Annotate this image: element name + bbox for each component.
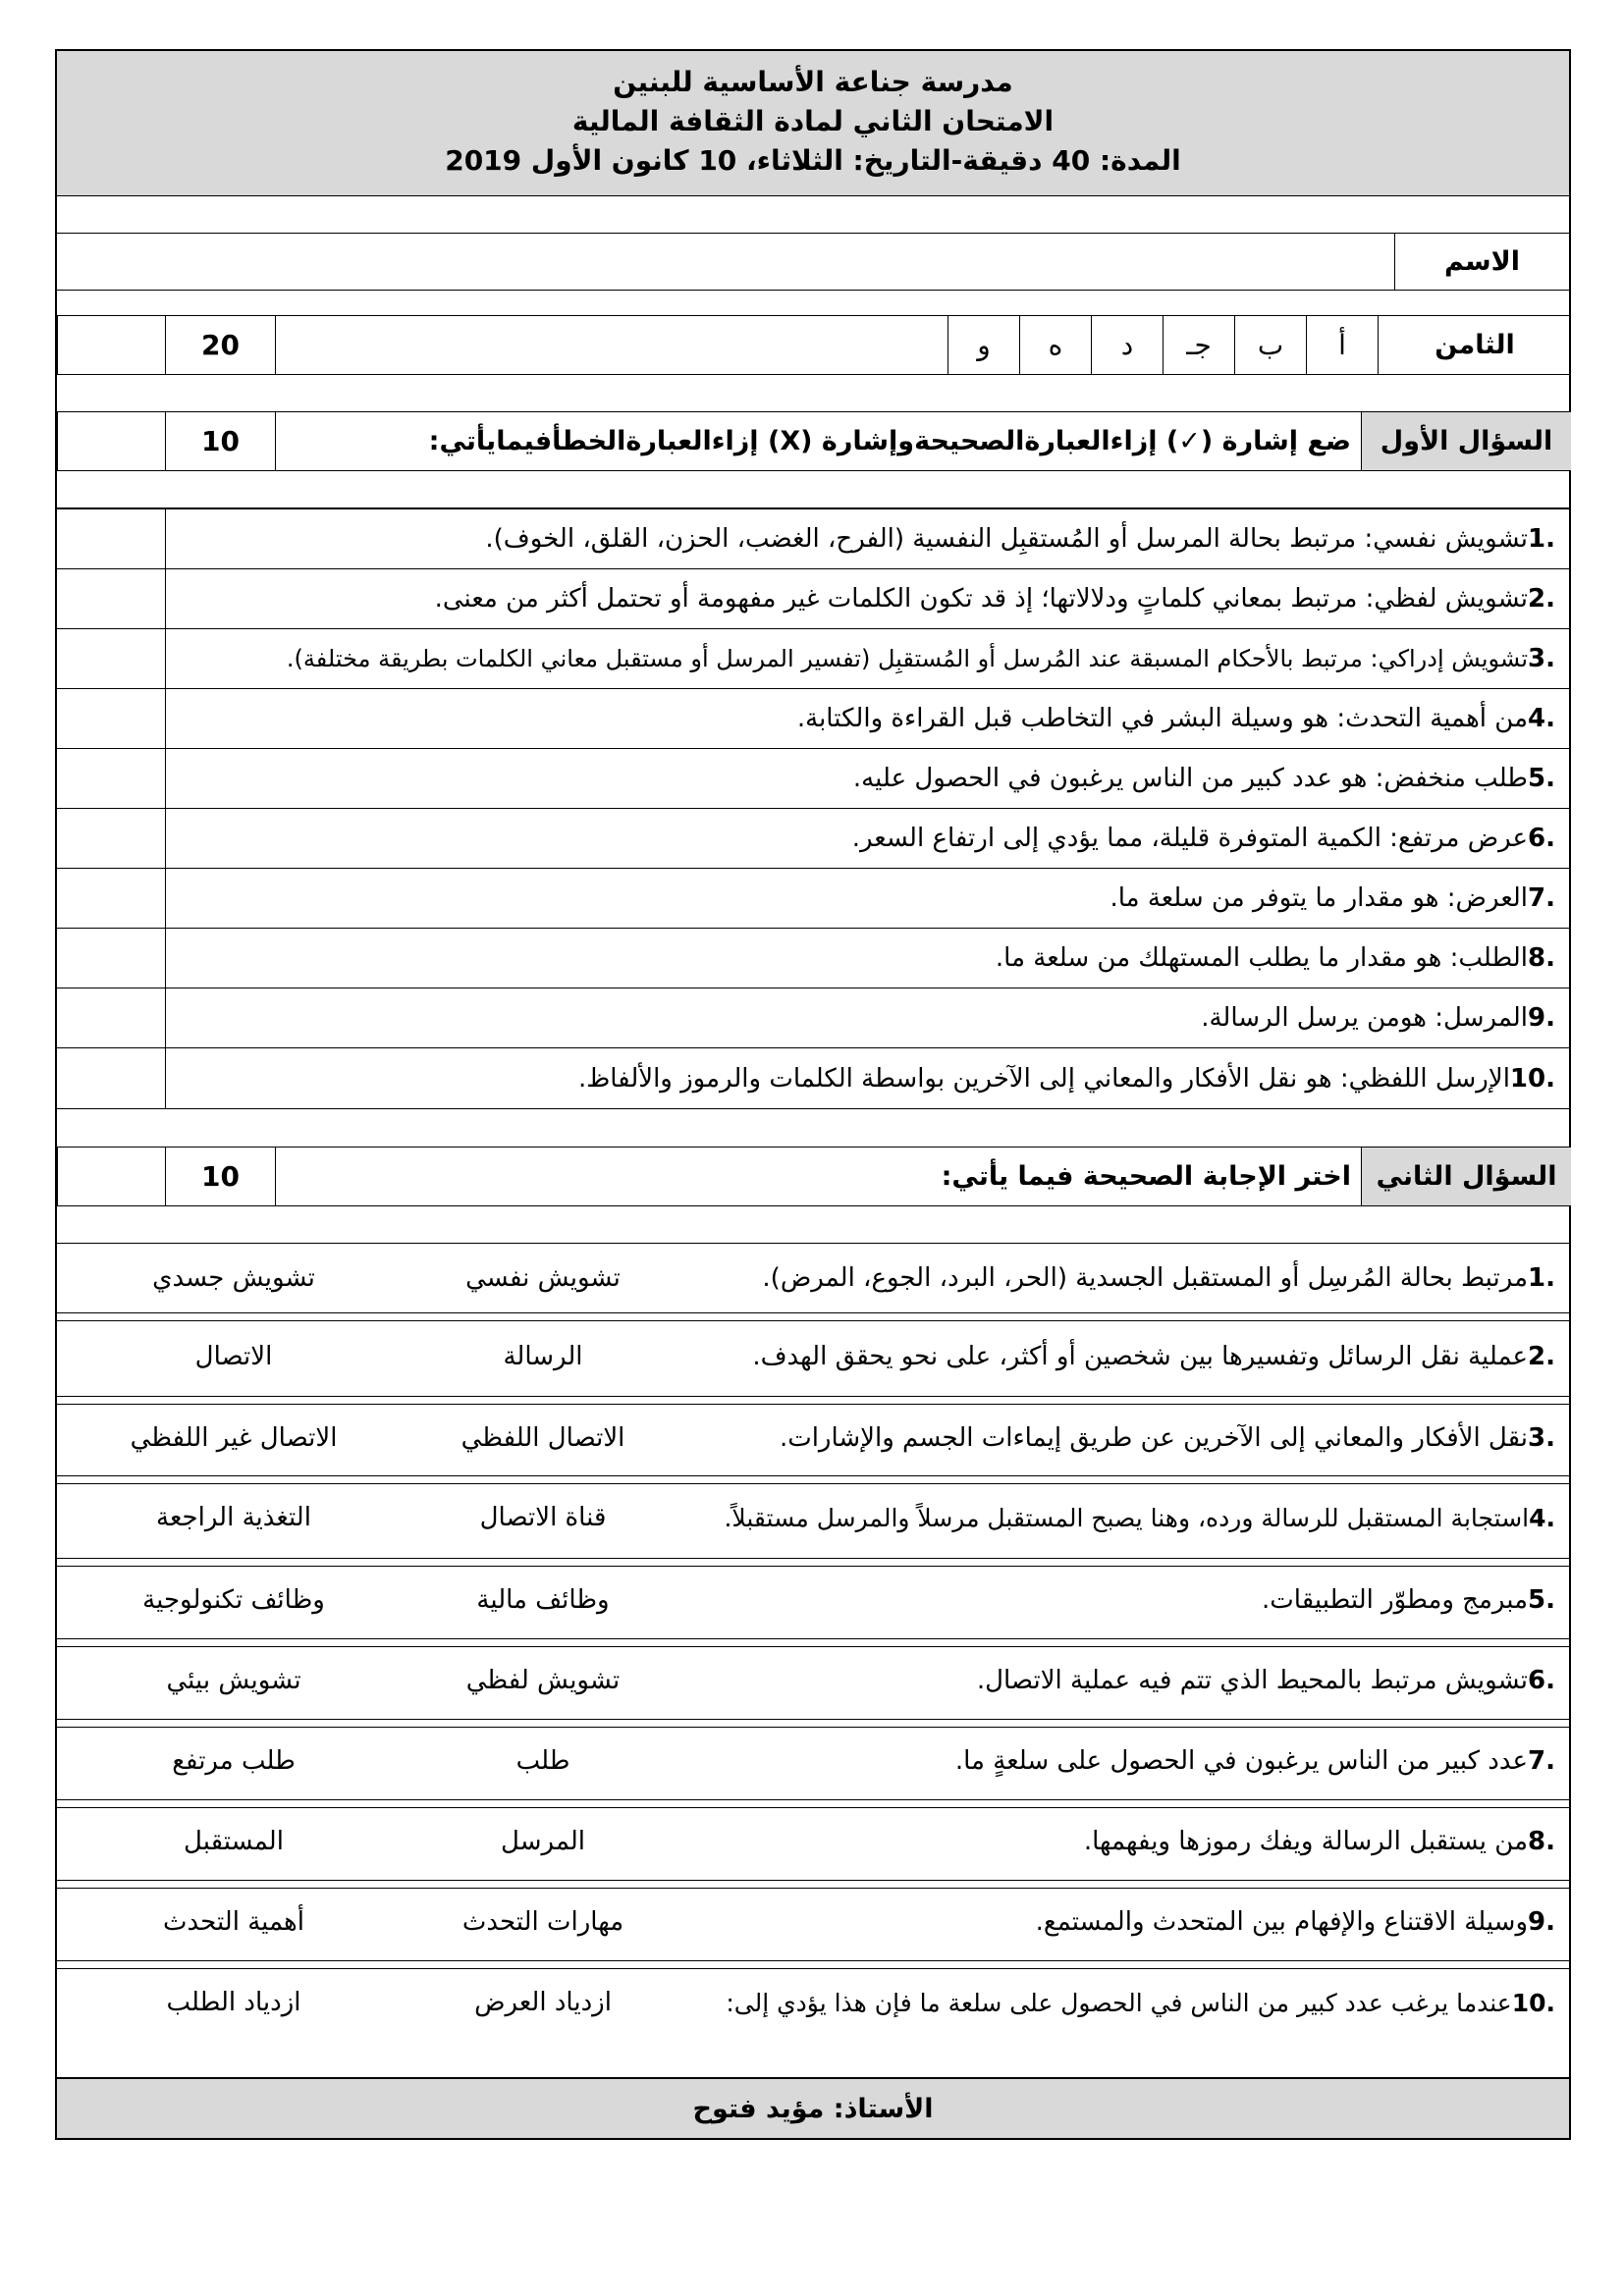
q2-item: [57, 1566, 1569, 1634]
q1-title: السؤال الأول: [1361, 412, 1571, 470]
item-number: .3: [1528, 1423, 1555, 1453]
option-a[interactable]: الاتصال اللفظي: [460, 1423, 625, 1453]
name-row: [57, 234, 1569, 291]
spacer-row: [57, 1206, 1569, 1244]
exam-meta: المدة: 40 دقيقة-التاريخ: الثلاثاء، 10 كانون الأول 2019: [445, 144, 1181, 177]
q1-instruction: ضع إشارة (✓) إزاءالعبارةالصحيحةوإشارة (X) إزاءالعبارةالخطأفيمايأتي:: [275, 412, 1361, 470]
item-number: .10: [1509, 1063, 1555, 1094]
section-option[interactable]: و: [947, 316, 1019, 374]
option-a[interactable]: مهارات التحدث: [461, 1907, 624, 1937]
item-number: .7: [1528, 1746, 1555, 1776]
item-text: تشويش مرتبط بالمحيط الذي تتم فيه عملية الاتصال.: [976, 1666, 1529, 1695]
item-number: .5: [1528, 764, 1555, 793]
item-text: وسيلة الاقتناع والإفهام بين المتحدث والمستمع.: [1035, 1907, 1529, 1937]
option-a[interactable]: ازدياد العرض: [474, 1988, 612, 2017]
section-option[interactable]: د: [1091, 316, 1163, 374]
item-number: .5: [1528, 1585, 1555, 1615]
q1-item: [57, 749, 1569, 809]
item-text: عملية نقل الرسائل وتفسيرها بين شخصين أو أكثر، على نحو يحقق الهدف.: [752, 1342, 1529, 1371]
divider: [57, 1960, 1569, 1961]
item-number: .6: [1528, 824, 1555, 853]
item-number: .9: [1528, 1907, 1555, 1937]
q1-score-box[interactable]: [57, 412, 165, 470]
q2-mark: 10: [165, 1148, 275, 1205]
item-number: .3: [1528, 644, 1555, 673]
q1-item: [57, 629, 1569, 689]
item-text: الإرسل اللفظي: هو نقل الأفكار والمعاني إلى الآخرين بواسطة الكلمات والرموز والألفاظ.: [577, 1063, 1510, 1094]
grade-blank: [275, 316, 947, 374]
item-number: .9: [1528, 1003, 1555, 1033]
q2-score-box[interactable]: [57, 1148, 165, 1205]
option-b[interactable]: أهمية التحدث: [163, 1907, 304, 1937]
q2-header: [57, 1148, 1569, 1206]
q2-item: [57, 1807, 1569, 1876]
exam-title: الامتحان الثاني لمادة الثقافة المالية: [571, 105, 1055, 137]
section-option[interactable]: ب: [1234, 316, 1306, 374]
q2-item: [57, 1888, 1569, 1956]
q1-item: [57, 509, 1569, 569]
item-number: .4: [1528, 704, 1555, 733]
q1-item: [57, 929, 1569, 988]
q1-item: [57, 869, 1569, 929]
item-text: طلب منخفض: هو عدد كبير من الناس يرغبون في الحصول عليه.: [852, 764, 1529, 793]
option-b[interactable]: طلب مرتفع: [172, 1746, 296, 1776]
q2-items: [57, 1244, 1569, 2046]
item-text: الطلب: هو مقدار ما يطلب المستهلك من سلعة ما.: [995, 943, 1529, 973]
score-box[interactable]: [57, 316, 165, 374]
q2-item: [57, 1244, 1569, 1312]
divider: [57, 1320, 1569, 1321]
option-b[interactable]: تشويش بيئي: [166, 1666, 301, 1695]
spacer-row: [57, 1108, 1569, 1148]
item-text: نقل الأفكار والمعاني إلى الآخرين عن طريق إيماءات الجسم والإشارات.: [779, 1423, 1529, 1453]
option-b[interactable]: المستقبل: [184, 1827, 284, 1856]
option-b[interactable]: ازدياد الطلب: [166, 1988, 301, 2017]
spacer-row: [57, 375, 1569, 412]
divider: [57, 1312, 1569, 1313]
item-number: .6: [1528, 1666, 1555, 1695]
q1-header: [57, 412, 1569, 471]
item-number: .10: [1511, 1988, 1555, 2017]
item-number: .8: [1528, 943, 1555, 973]
item-text: المرسل: هومن يرسل الرسالة.: [1201, 1003, 1529, 1033]
section-option[interactable]: جـ: [1163, 316, 1234, 374]
item-number: .8: [1528, 1827, 1555, 1856]
section-option[interactable]: أ: [1306, 316, 1378, 374]
q2-instruction: اختر الإجابة الصحيحة فيما يأتي:: [275, 1148, 1361, 1205]
section-option[interactable]: ه: [1019, 316, 1091, 374]
spacer-row: [57, 471, 1569, 508]
item-text: عندما يرغب عدد كبير من الناس في الحصول على سلعة ما فإن هذا يؤدي إلى:: [726, 1988, 1512, 2017]
option-b[interactable]: التغذية الراجعة: [156, 1503, 311, 1532]
item-number: .1: [1528, 1263, 1555, 1293]
option-a[interactable]: تشويش نفسي: [465, 1263, 621, 1293]
q1-item: [57, 689, 1569, 749]
option-a[interactable]: المرسل: [501, 1827, 585, 1856]
option-b[interactable]: تشويش جسدي: [152, 1263, 315, 1293]
name-field[interactable]: [57, 234, 1394, 290]
total-mark: 20: [165, 316, 275, 374]
divider: [57, 1880, 1569, 1881]
option-a[interactable]: طلب: [515, 1746, 570, 1776]
q2-item: [57, 1483, 1569, 1552]
q1-mark: 10: [165, 412, 275, 470]
item-number: .1: [1528, 524, 1555, 554]
option-a[interactable]: تشويش لفظي: [465, 1666, 621, 1695]
teacher-name: الأستاذ: مؤيد فتوح: [57, 2077, 1569, 2138]
divider: [57, 1475, 1569, 1476]
item-text: استجابة المستقبل للرسالة ورده، وهنا يصبح المستقبل مرسلاً والمرسل مستقبلاً.: [724, 1503, 1530, 1532]
spacer-row: [57, 291, 1569, 316]
item-text: مبرمج ومطوّر التطبيقات.: [1262, 1585, 1529, 1615]
item-text: تشويش نفسي: مرتبط بحالة المرسل أو المُستقبِل النفسية (الفرح، الغضب، الحزن، القلق، الخوف).: [485, 524, 1529, 554]
divider: [57, 1638, 1569, 1639]
q2-item: [57, 1646, 1569, 1715]
option-a[interactable]: وظائف مالية: [476, 1585, 610, 1615]
exam-header: [57, 51, 1569, 196]
divider: [57, 1396, 1569, 1397]
divider: [57, 1719, 1569, 1720]
item-text: العرض: هو مقدار ما يتوفر من سلعة ما.: [1110, 883, 1529, 913]
item-text: من يستقبل الرسالة ويفك رموزها ويفهمها.: [1083, 1827, 1529, 1856]
name-label: الاسم: [1394, 234, 1569, 290]
spacer-row: [57, 196, 1569, 234]
item-text: من أهمية التحدث: هو وسيلة البشر في التخاطب قبل القراءة والكتابة.: [796, 704, 1529, 733]
q1-items: [57, 508, 1569, 1109]
q2-item: [57, 1968, 1569, 2037]
q1-item: [57, 569, 1569, 629]
q2-item: [57, 1404, 1569, 1472]
item-text: مرتبط بحالة المُرسِل أو المستقبل الجسدية (الحر، البرد، الجوع، المرض).: [762, 1263, 1529, 1293]
q2-item: [57, 1322, 1569, 1391]
item-text: تشويش لفظي: مرتبط بمعاني كلماتٍ ودلالاتها؛ إذ قد تكون الكلمات غير مفهومة أو تحتمل أكثر من معنى.: [434, 584, 1529, 614]
q1-item: [57, 809, 1569, 869]
item-text: عرض مرتفع: الكمية المتوفرة قليلة، مما يؤدي إلى ارتفاع السعر.: [851, 824, 1529, 853]
item-number: .4: [1529, 1503, 1555, 1532]
exam-sheet: [55, 49, 1571, 2140]
q1-item: [57, 1048, 1569, 1109]
q1-item: [57, 988, 1569, 1048]
divider: [57, 1558, 1569, 1559]
option-a[interactable]: الرسالة: [503, 1342, 583, 1371]
option-b[interactable]: وظائف تكنولوجية: [142, 1585, 325, 1615]
grade-row: [57, 316, 1569, 375]
school-name: مدرسة جناعة الأساسية للبنين: [613, 66, 1013, 98]
divider: [57, 1799, 1569, 1800]
item-number: .2: [1528, 584, 1555, 614]
q2-title: السؤال الثاني: [1361, 1148, 1571, 1205]
item-number: .7: [1528, 883, 1555, 913]
option-b[interactable]: الاتصال غير اللفظي: [130, 1423, 338, 1453]
item-text: عدد كبير من الناس يرغبون في الحصول على سلعةٍ ما.: [954, 1746, 1529, 1776]
option-a[interactable]: قناة الاتصال: [479, 1503, 607, 1532]
option-b[interactable]: الاتصال: [194, 1342, 273, 1371]
item-number: .2: [1528, 1342, 1555, 1371]
q2-item: [57, 1727, 1569, 1795]
item-text: تشويش إدراكي: مرتبط بالأحكام المسبقة عند المُرسل أو المُستقبِل (تفسير المرسل أو مستقبل معاني الكلمات بطريقة مختلفة).: [286, 645, 1529, 672]
grade-label: الثامن: [1378, 316, 1571, 374]
